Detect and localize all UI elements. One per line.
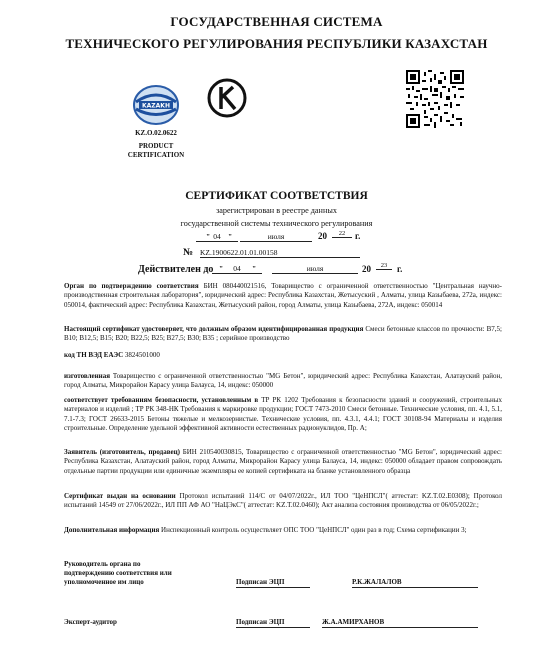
reg-date-quote-close: " [228,232,233,241]
head-signature: Подписан ЭЦП [236,578,310,588]
head-label-2: подтверждению соответствия или [64,569,172,577]
product-label: Настоящий сертификат удостоверяет, что должным образом идентифицированная продукция [64,325,364,333]
organ-text: БИН 080440021516, Товарищество с ограниченной ответственностью "Центральная научно-производственная строительная лаборатория", юридический адрес: Республика Казахстан, Жетысуский , Алматы, улица Казыбаева, 272а, индекс: 050014, фактический адрес: Республика Казахстан, Жетысуский район, город Алматы, улица Казыбаева, 272А, индекс: 050014 [64,282,503,309]
requirements-paragraph [64,396,502,433]
product-text: Смеси бетонные классов по прочности: B7,5; B10; B12,5; B15; B20; B22,5; B25; B27,5; B30; B35 ; серийное производство [64,325,502,343]
reg-date-suffix: г. [355,231,361,241]
valid-date-quote-open: " [219,264,224,273]
head-label-1: Руководитель органа по [64,560,141,568]
header-line-2: ТЕХНИЧЕСКОГО РЕГУЛИРОВАНИЯ РЕСПУБЛИКИ КАЗАХСТАН [65,36,488,51]
emblem-text: KAZAKH [142,102,170,110]
head-name: Р.К.ЖАЛАЛОВ [352,578,478,588]
requirements-label: соответствует требованиям безопасности, установленным в [64,396,259,404]
valid-date-quote-close: " [252,264,257,273]
applicant-text: БИН 210540030815, Товарищество с ограниченной ответственностью "MG Бетон", юридический адрес: Республика Казахстан, Алатауский район, город Алматы, Микрорайон Карасу улица Балауса, 14, индекс: 050000 обладает правом сопровождать отдельные партии продукции или единичные экземпляры ее копией сертификата на бланке установленного образца [64,448,502,475]
qr-code-icon [406,70,464,128]
extra-info-paragraph [64,526,502,535]
maker-text: Товарищество с ограниченной ответственностью "MG Бетон", юридический адрес: Республика Казахстан, Алатауский район, город Алматы, Микрорайон Карасу улица Балауса, 14, индекс: 050000 [64,372,502,390]
header-line-1: ГОСУДАРСТВЕННАЯ СИСТЕМА [170,14,383,29]
certification-emblem-icon [130,82,182,128]
organ-paragraph [64,282,502,310]
maker-label: изготовленная [64,372,111,380]
valid-date-year: 23 [376,262,392,270]
code-paragraph [64,351,502,360]
maker-paragraph [64,372,502,391]
registry-line-2: государственной системы технического регулирования [180,219,373,228]
logo-caption-2: CERTIFICATION [127,151,185,159]
product-paragraph [64,325,502,344]
extra-info-text: Инспекционный контроль осуществляет ОПС ТОО "ЦеНПСЛ" один раз в год; Схема сертификации 3; [161,526,467,534]
reg-date-year: 22 [332,230,352,238]
head-label-3: уполномоченное им лицо [64,578,144,586]
organ-label: Орган по подтверждению соответствия [64,282,199,290]
code-label: код ТН ВЭД ЕАЭС [64,351,124,359]
number-label: № [183,247,194,258]
certificate-title: СЕРТИФИКАТ СООТВЕТСТВИЯ [185,190,368,202]
extra-info-label: Дополнительная информация [64,526,160,534]
basis-label: Сертификат выдан на основании [64,492,176,500]
kz-conformity-mark-icon [207,78,247,118]
reg-date-day: 04 [196,232,238,242]
applicant-label: Заявитель (изготовитель, продавец) [64,448,180,456]
valid-date-month: июля [272,264,358,274]
logo-caption-1: PRODUCT [138,142,174,150]
expert-name: Ж.А.АМИРХАНОВ [322,618,478,628]
expert-signature: Подписан ЭЦП [236,618,310,628]
valid-until-label: Действителен до [138,264,214,275]
valid-date-suffix: г. [397,264,403,274]
reg-date-month: июля [240,232,312,242]
applicant-paragraph [64,448,502,476]
logo-code: KZ.O.02.0622 [135,129,177,137]
valid-date-day: 04 [212,264,262,274]
reg-date-century: 20 [318,231,327,241]
code-value: 3824501000 [124,351,160,359]
reg-date-quote-open: " [206,232,211,241]
registration-date [0,232,553,244]
valid-date [0,264,553,276]
basis-text: Протокол испытаний 114/С от 04/07/2022г., ИЛ ТОО "ЦеНПСЛ"( аттестат: KZ.T.02.E0308); Протокол испытаний 14549 от 27/06/2022г., ИЛ ПП АФ АО "НаЦЭкС"( аттестат: KZ.T.02.0460); Акт анализа состояния производства от 06/05/2022г.; [64,492,503,510]
expert-label: Эксперт-аудитор [64,618,117,626]
certificate-number: KZ.1900622.01.01.00158 [200,248,360,258]
registry-line-1: зарегистрирован в реестре данных [216,206,337,215]
requirements-text: ТР РК 1202 Требования к безопасности зданий и сооружений, строительных материалов и изделий ; ТР РК 348-НК Требования к маркировке продукции; ГОСТ 7473-2010 Смеси бетонные. Технические условия, пп. 4.1, 5.1, 7.1-7.3; ГОСТ 26633-2015 Бетоны тяжелые и мелкозернистые. Технические условия, пп. 4.3.1, 4.4.1; ГОСТ 30108-94 Материалы и изделия строительные. Определение удельной эффективной активности естественных радионуклидов, Пр. А; [64,396,502,432]
basis-paragraph [64,492,502,511]
valid-date-century: 20 [362,264,371,274]
